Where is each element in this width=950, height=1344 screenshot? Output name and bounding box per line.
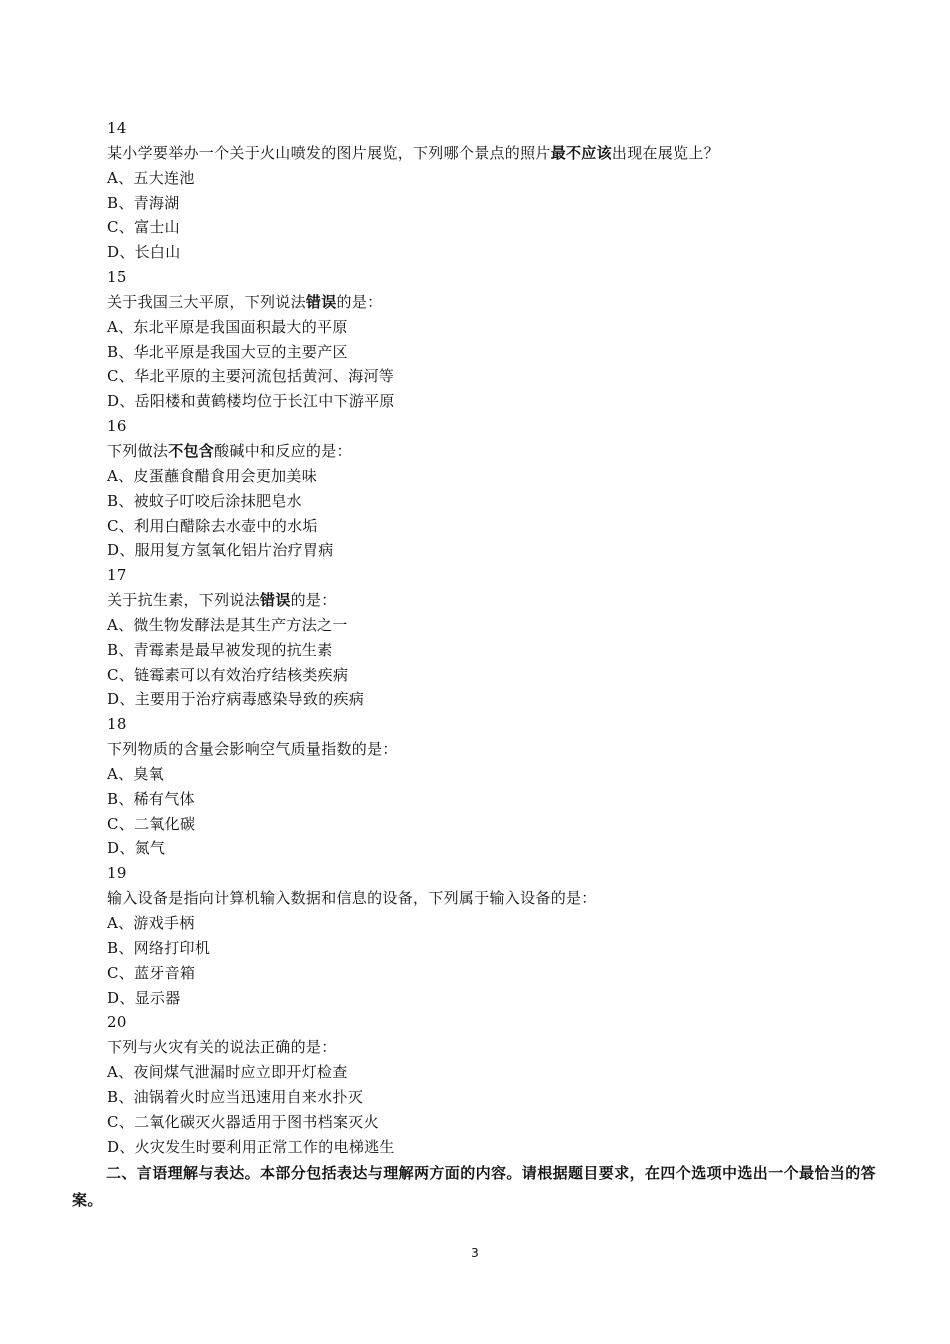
- question-number: 18: [107, 715, 127, 734]
- question-number: 17: [107, 566, 127, 585]
- question-stem-text: 酸碱中和反应的是：: [214, 441, 352, 460]
- answer-option: C、利用白醋除去水壶中的水垢: [107, 516, 318, 535]
- question-stem-text: 下列做法: [107, 441, 169, 460]
- answer-option: C、二氧化碳灭火器适用于图书档案灭火: [107, 1112, 379, 1131]
- answer-option: A、夜间煤气泄漏时应立即开灯检查: [107, 1063, 348, 1082]
- question-stem-text: 出现在展览上？: [611, 143, 720, 162]
- answer-option: D、长白山: [107, 243, 181, 262]
- question-stem-text: 下列物质的含量会影响空气质量指数的是：: [107, 740, 398, 759]
- answer-option: A、五大连池: [107, 168, 195, 187]
- answer-option: C、华北平原的主要河流包括黄河、海河等: [107, 367, 395, 386]
- answer-option: C、蓝牙音箱: [107, 963, 196, 982]
- question-block: [107, 265, 877, 414]
- question-stem-text: 关于抗生素，下列说法: [107, 591, 261, 610]
- question-stem: [107, 1035, 877, 1060]
- question-stem: [107, 141, 877, 166]
- answer-option: A、东北平原是我国面积最大的平原: [107, 317, 348, 336]
- question-stem: [107, 886, 877, 911]
- question-stem-emphasis: 不包含: [168, 441, 215, 460]
- answer-option: C、二氧化碳: [107, 814, 196, 833]
- question-stem: [107, 439, 877, 464]
- answer-option: B、青海湖: [107, 193, 180, 212]
- answer-option: B、青霉素是最早被发现的抗生素: [107, 640, 333, 659]
- answer-option: D、岳阳楼和黄鹤楼均位于长江中下游平原: [107, 392, 395, 411]
- question-number: 16: [107, 417, 127, 436]
- answer-option: D、服用复方氢氧化铝片治疗胃病: [107, 541, 334, 560]
- answer-option: C、富士山: [107, 218, 180, 237]
- answer-option: B、被蚊子叮咬后涂抹肥皂水: [107, 491, 302, 510]
- question-number: 15: [107, 268, 127, 287]
- question-number: 20: [107, 1013, 127, 1032]
- answer-option: B、网络打印机: [107, 938, 211, 957]
- page-number: 3: [471, 1246, 479, 1260]
- answer-option: B、油锅着火时应当迅速用自来水扑灭: [107, 1087, 364, 1106]
- section-heading: 二、言语理解与表达。本部分包括表达与理解两方面的内容。请根据题目要求，在四个选项中选出一个最恰当的答案。: [72, 1164, 877, 1209]
- question-stem-text: 的是：: [336, 292, 383, 311]
- question-stem-text: 下列与火灾有关的说法正确的是：: [107, 1038, 337, 1057]
- question-stem-text: 某小学要举办一个关于火山喷发的图片展览，下列哪个景点的照片: [107, 143, 551, 162]
- question-stem: [107, 290, 877, 315]
- answer-option: D、主要用于治疗病毒感染导致的疾病: [107, 690, 365, 709]
- question-stem-text: 的是：: [290, 591, 337, 610]
- question-stem-emphasis: 错误: [260, 591, 291, 610]
- answer-option: D、火灾发生时要利用正常工作的电梯逃生: [107, 1137, 395, 1156]
- question-block: [107, 1010, 877, 1159]
- answer-option: D、氮气: [107, 839, 166, 858]
- question-number: 14: [107, 119, 127, 137]
- question-stem: [107, 737, 877, 762]
- question-stem-text: 关于我国三大平原，下列说法: [107, 292, 306, 311]
- question-block: [107, 414, 877, 563]
- answer-option: A、臭氧: [107, 764, 165, 783]
- question-number: 19: [107, 864, 127, 883]
- answer-option: C、链霉素可以有效治疗结核类疾病: [107, 665, 349, 684]
- answer-option: A、皮蛋蘸食醋食用会更加美味: [107, 466, 318, 485]
- answer-option: D、显示器: [107, 988, 181, 1007]
- question-block: [107, 712, 877, 861]
- question-block: [107, 116, 877, 265]
- answer-option: B、稀有气体: [107, 789, 195, 808]
- question-stem: [107, 588, 877, 613]
- answer-option: A、微生物发酵法是其生产方法之一: [107, 615, 348, 634]
- question-stem-emphasis: 错误: [305, 292, 337, 311]
- question-block: [107, 861, 877, 1010]
- question-stem-text: 输入设备是指向计算机输入数据和信息的设备，下列属于输入设备的是：: [107, 889, 597, 908]
- question-block: [107, 563, 877, 712]
- question-stem-emphasis: 最不应该: [550, 143, 612, 162]
- answer-option: A、游戏手柄: [107, 914, 195, 932]
- question-list: [107, 116, 877, 1159]
- answer-option: B、华北平原是我国大豆的主要产区: [107, 342, 348, 361]
